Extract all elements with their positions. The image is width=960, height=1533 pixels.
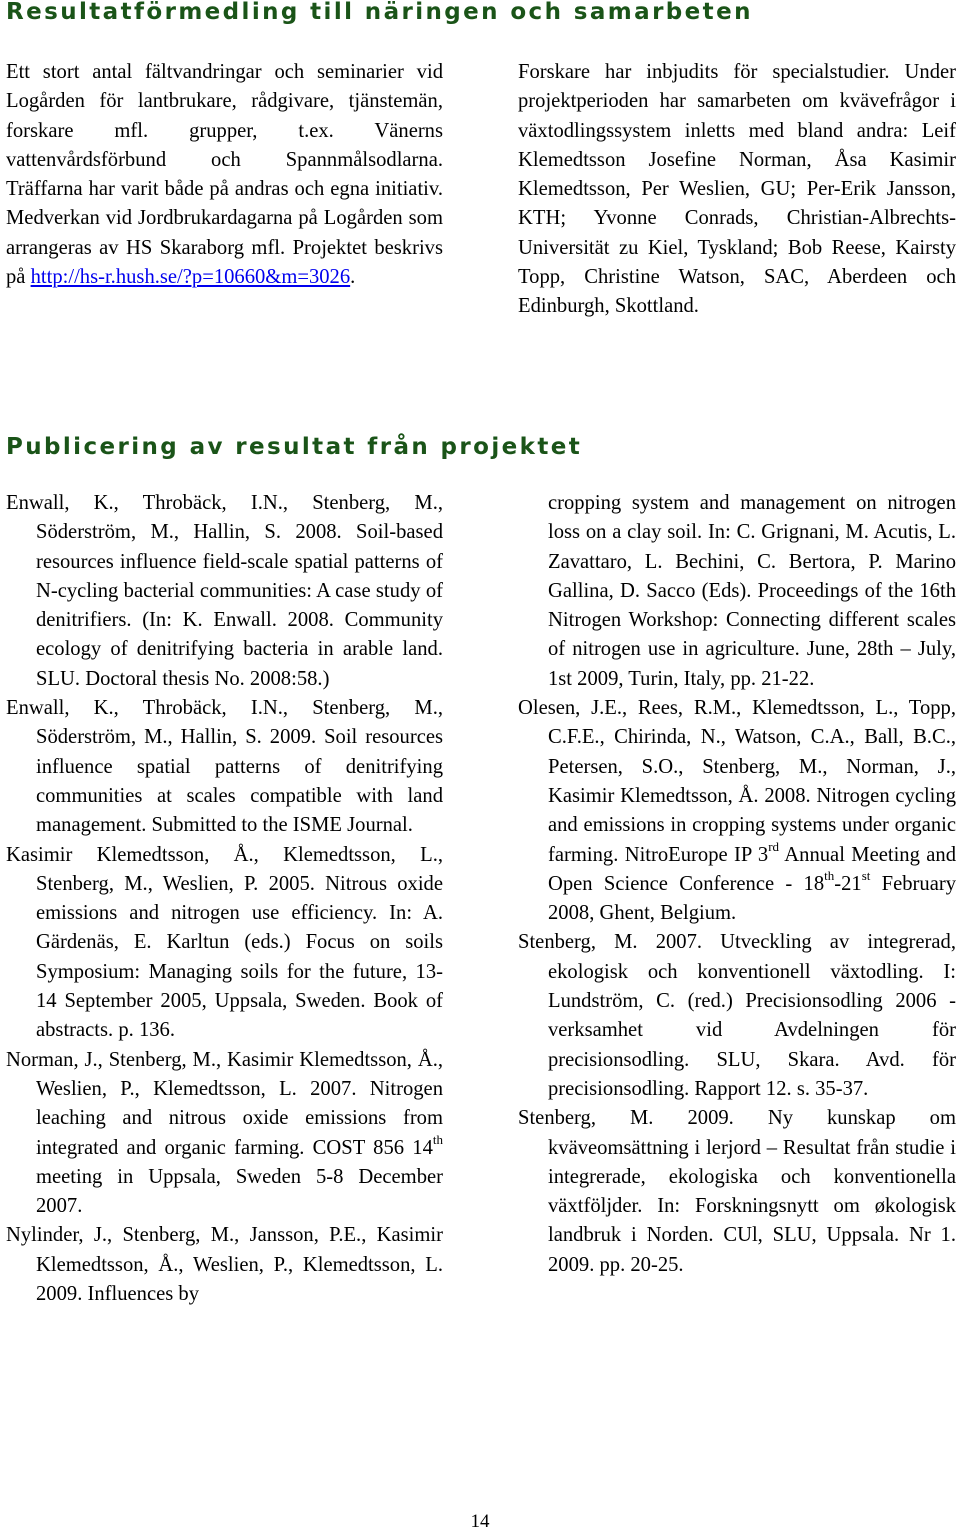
superscript: rd xyxy=(768,838,780,854)
results-paragraph xyxy=(6,58,443,292)
link-suffix: . xyxy=(350,266,356,289)
results-left-column xyxy=(6,58,443,292)
collaboration-paragraph: Forskare har inbjudits för specialstudier. Under projektperioden har samarbeten om kvävefrågor i växtodlingssystem inletts med bland andra: Leif Klemedtsson Josefine Norman, Åsa Kasimir Klemedtsson, Per Weslien, GU; Per-Erik Jansson, KTH; Yvonne Conrads, Christian-Albrechts-Universität zu Kiel, Tyskland; Bob Reese, Kairsty Topp, Christine Watson, SAC, Aberdeen och Edinburgh, Skottland. xyxy=(518,61,956,318)
section-heading-results: Resultatförmedling till näringen och samarbeten xyxy=(6,0,753,25)
reference-item: Stenberg, M. 2009. Ny kunskap om kväveomsättning i lerjord – Resultat från studie i integrerade, ekologiska och konventionella växtföljder. In: Forskningsnytt om økologisk landbruk i Norden. CUl, SLU, Uppsala. Nr 1. 2009. pp. 20-25. xyxy=(518,1107,956,1276)
superscript: st xyxy=(861,868,871,883)
results-right-column xyxy=(518,58,956,322)
results-text: Ett stort antal fältvandringar och seminarier vid Logården för lantbrukare, rådgivare, tjänstemän, forskare mfl. grupper, t.ex. Vänerns vattenvårdsförbund och Spannmålsodlarna. Träffarna har varit både på andras och egna initiativ. Medverkan vid Jordbrukardagarna på Logården som arrangeras av HS Skaraborg mfl. Projektet beskrivs på xyxy=(6,61,443,289)
references-left-column xyxy=(6,489,443,1309)
superscript: th xyxy=(432,1131,443,1147)
reference-text: -21 xyxy=(834,872,862,895)
page-number: 14 xyxy=(470,1511,490,1532)
superscript: th xyxy=(824,868,835,883)
references-right-column xyxy=(518,489,956,1280)
reference-item: Enwall, K., Throbäck, I.N., Stenberg, M., Söderström, M., Hallin, S. 2008. Soil-based resources influence field-scale spatial patterns of N-cycling bacterial communities: A case study of denitrifiers. (In: K. Enwall. 2008. Community ecology of denitrifying bacteria in arable land. SLU. Doctoral thesis No. 2008:58.) xyxy=(6,492,443,690)
section-heading-publications: Publicering av resultat från projektet xyxy=(6,434,583,460)
reference-continuation: cropping system and management on nitrogen loss on a clay soil. In: C. Grignani, M. Acutis, L. Zavattaro, L. Bechini, C. Bertora, P. Marino Gallina, D. Sacco (Eds). Proceedings of the 16th Nitrogen Workshop: Connecting different scales of nitrogen use in agriculture. June, 28th – July, 1st 2009, Turin, Italy, pp. 21-22. xyxy=(548,492,956,690)
reference-item: Kasimir Klemedtsson, Å., Klemedtsson, L., Stenberg, M., Weslien, P. 2005. Nitrous oxide emissions and nitrogen use efficiency. In: A. Gärdenäs, E. Karltun (eds.) Focus on soils Symposium: Managing soils for the future, 13-14 September 2005, Uppsala, Sweden. Book of abstracts. p. 136. xyxy=(6,843,443,1042)
reference-item: Nylinder, J., Stenberg, M., Jansson, P.E., Kasimir Klemedtsson, Å., Weslien, P., Klemedtsson, L. 2009. Influences by xyxy=(6,1224,443,1306)
project-link[interactable]: http://hs-r.hush.se/?p=10660&m=3026 xyxy=(30,266,351,289)
reference-text: meeting in Uppsala, Sweden 5-8 December 2007. xyxy=(36,1165,443,1218)
reference-text: February 2008, Ghent, Belgium. xyxy=(548,872,956,925)
reference-item xyxy=(6,1046,443,1222)
reference-item xyxy=(518,694,956,928)
reference-item: Stenberg, M. 2007. Utveckling av integrerad, ekologisk och konventionell växtodling. I: Lundström, C. (red.) Precisionsodling 2006 - verksamhet vid Avdelningen för precisionsodling. SLU, Skara. Avd. för precisionsodling. Rapport 12. s. 35-37. xyxy=(518,931,956,1100)
reference-item: Enwall, K., Throbäck, I.N., Stenberg, M., Söderström, M., Hallin, S. 2009. Soil resources influence spatial patterns of denitrifying communities at scales compatible with land management. Submitted to the ISME Journal. xyxy=(6,697,443,837)
reference-text: Norman, J., Stenberg, M., Kasimir Klemedtsson, Å., Weslien, P., Klemedtsson, L. 2007. Nitrogen leaching and nitrous oxide emissions from integrated and organic farming. COST 856 14 xyxy=(6,1048,443,1159)
reference-text: Annual Meeting and Open Science Conference - 18 xyxy=(548,843,957,895)
reference-text: Olesen, J.E., Rees, R.M., Klemedtsson, L., Topp, C.F.E., Chirinda, N., Watson, C.A., Ball, B.C., Petersen, S.O., Stenberg, M., Norman, J., Kasimir Klemedtsson, Å. 2008. Nitrogen cycling and emissions in cropping systems under organic farming. NitroEurope IP 3 xyxy=(518,697,956,866)
